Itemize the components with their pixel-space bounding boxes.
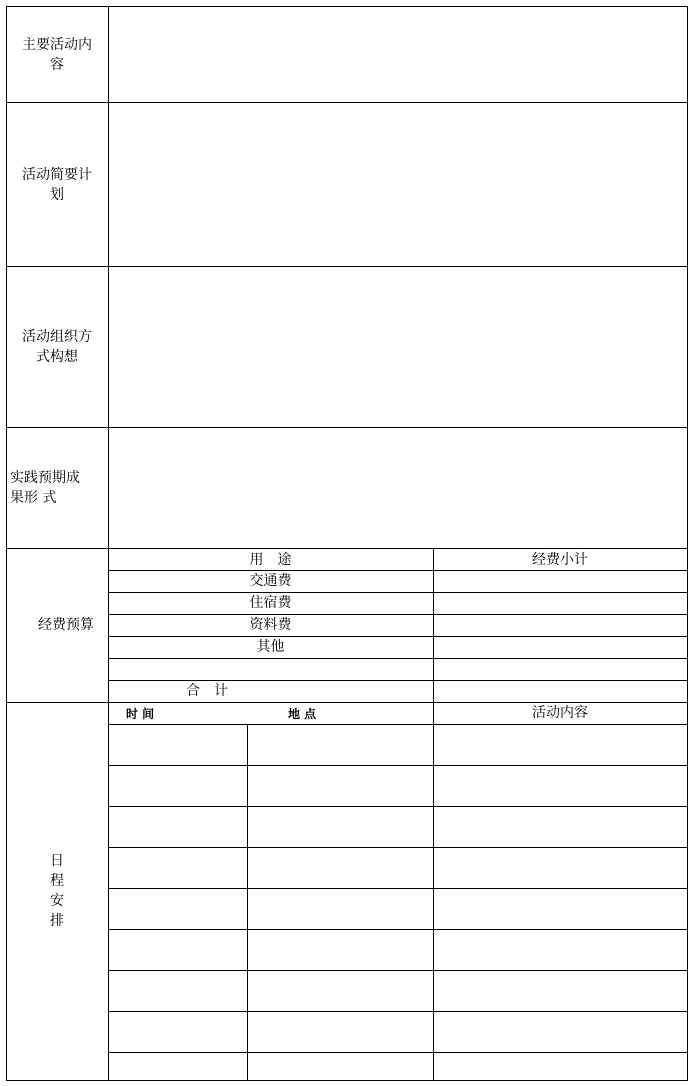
schedule-label-line4: 排: [50, 913, 64, 929]
budget-label: 经费预算: [38, 617, 94, 633]
budget-row-lodging: 住宿费: [249, 595, 292, 611]
budget-row-other: 其他: [256, 639, 285, 655]
results-field[interactable]: [109, 428, 687, 548]
section-divider: [6, 548, 688, 549]
schedule-label-line2: 程: [50, 873, 64, 889]
plan-label-line2: 划: [50, 187, 64, 203]
plan-label-line1: 活动简要计: [22, 167, 92, 183]
budget-column-divider: [433, 548, 434, 1081]
schedule-row-line: [108, 888, 688, 889]
main-content-label-line1: 主要活动内: [22, 37, 92, 53]
schedule-row-line: [108, 806, 688, 807]
budget-row-line: [108, 658, 688, 659]
schedule-content-header: 活动内容: [532, 705, 588, 721]
results-label-line1: 实践预期成: [10, 470, 80, 486]
main-content-field[interactable]: [109, 7, 687, 102]
results-label-line2: 果形 式: [10, 490, 57, 506]
budget-row-transport: 交通费: [249, 573, 292, 589]
schedule-row-line: [108, 724, 688, 725]
schedule-time-divider: [247, 724, 248, 1081]
border-right: [687, 6, 688, 1081]
schedule-row-line: [108, 847, 688, 848]
main-content-label-line2: 容: [50, 57, 64, 73]
budget-subtotal-header: 经费小计: [532, 552, 588, 568]
budget-usage-header: 用 途: [249, 552, 292, 568]
schedule-label-line3: 安: [50, 893, 64, 909]
schedule-row-line: [108, 1011, 688, 1012]
organization-label-line1: 活动组织方: [22, 329, 92, 345]
plan-field[interactable]: [109, 103, 687, 266]
schedule-row-line: [108, 970, 688, 971]
schedule-row-line: [108, 765, 688, 766]
organization-label-line2: 式构想: [36, 349, 78, 365]
budget-total-label: 合 计: [186, 683, 228, 699]
schedule-label-line1: 日: [50, 853, 64, 869]
schedule-row-line: [108, 1052, 688, 1053]
organization-field[interactable]: [109, 267, 687, 427]
schedule-time-header: 时 间: [126, 707, 155, 721]
schedule-row-line: [108, 929, 688, 930]
schedule-place-header: 地 点: [288, 707, 317, 721]
budget-row-materials: 资料费: [249, 617, 292, 633]
